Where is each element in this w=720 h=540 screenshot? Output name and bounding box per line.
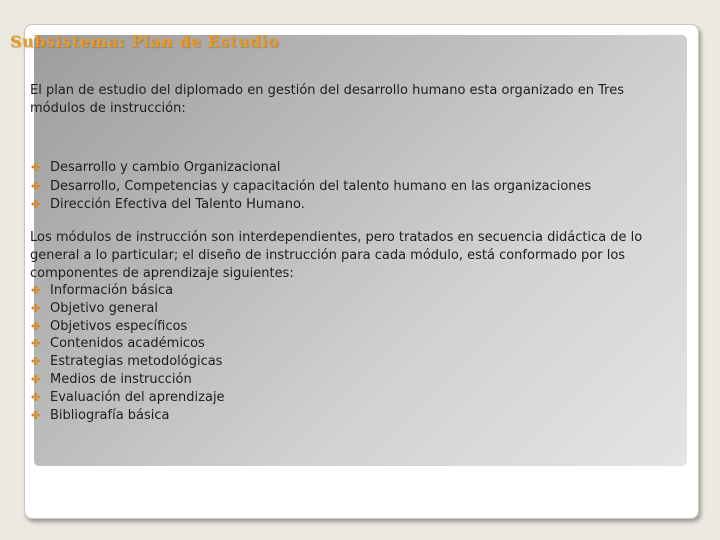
- list-item: [30, 159, 591, 178]
- component-label: Información básica: [50, 283, 174, 298]
- intro-paragraph: El plan de estudio del diplomado en gestión del desarrollo humano esta organizado en Tres módulos de instrucción:: [30, 83, 624, 116]
- ornament-bullet-icon: ✤: [31, 301, 41, 315]
- module-label: Desarrollo y cambio Organizacional: [50, 160, 281, 175]
- component-label: Objetivo general: [50, 300, 158, 316]
- ornament-bullet-icon: ✤: [31, 355, 41, 369]
- list-item: [30, 353, 225, 371]
- ornament-bullet-icon: ✤: [31, 161, 41, 174]
- ornament-bullet-icon: ✤: [31, 337, 41, 351]
- module-list: [30, 159, 591, 215]
- component-label: Estrategias metodológicas: [50, 354, 223, 370]
- list-item: [30, 282, 225, 300]
- ornament-bullet-icon: ✤: [31, 198, 41, 211]
- list-item: [30, 407, 225, 425]
- list-item: [30, 196, 591, 215]
- list-item: [30, 389, 225, 407]
- component-label: Bibliografía básica: [50, 407, 170, 423]
- list-item: [30, 178, 591, 197]
- ornament-bullet-icon: ✤: [31, 319, 41, 333]
- ornament-bullet-icon: ✤: [31, 408, 41, 422]
- list-item: [30, 300, 225, 318]
- components-paragraph: Los módulos de instrucción son interdependientes, pero tratados en secuencia didáctica de lo general a lo particular; el diseño de instrucción para cada módulo, está conformado por los componentes de aprendizaje siguientes:: [30, 230, 643, 281]
- ornament-bullet-icon: ✤: [31, 372, 41, 386]
- list-item: [30, 371, 225, 389]
- component-label: Objetivos específicos: [50, 318, 188, 334]
- component-label: Medios de instrucción: [50, 371, 192, 387]
- component-label: Contenidos académicos: [50, 336, 205, 352]
- list-item: [30, 335, 225, 353]
- module-label: Desarrollo, Competencias y capacitación del talento humano en las organizaciones: [50, 178, 592, 194]
- ornament-bullet-icon: ✤: [31, 390, 41, 404]
- component-list: [30, 282, 225, 424]
- ornament-bullet-icon: ✤: [31, 179, 41, 193]
- ornament-bullet-icon: ✤: [31, 284, 41, 297]
- list-item: [30, 318, 225, 336]
- module-label: Dirección Efectiva del Talento Humano.: [50, 197, 305, 212]
- component-label: Evaluación del aprendizaje: [50, 389, 225, 405]
- slide-title: Subsistema: Plan de Estudio: [10, 32, 280, 51]
